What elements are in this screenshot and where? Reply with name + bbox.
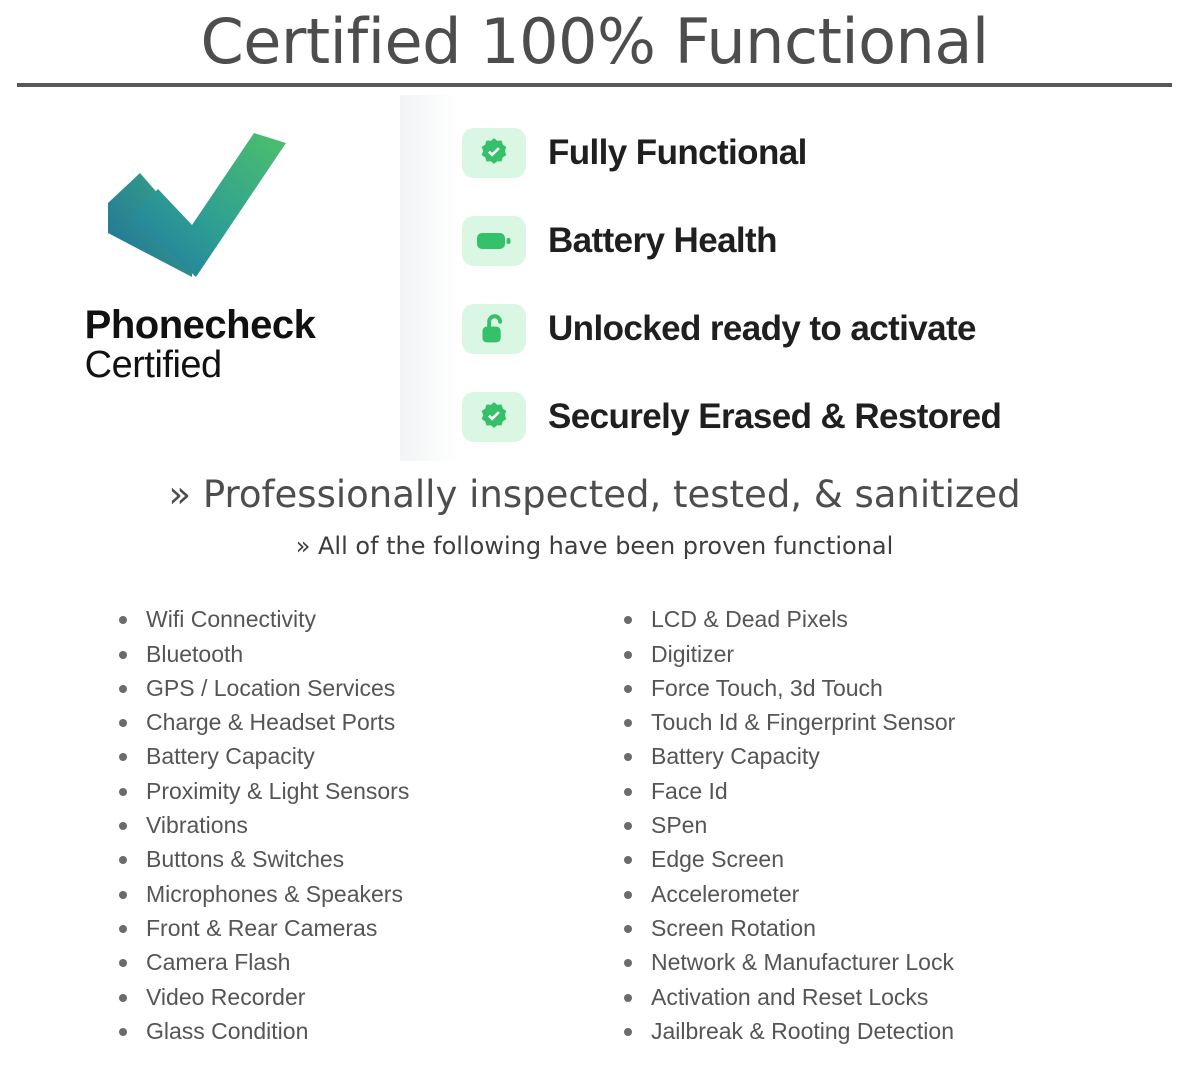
- feature-item: [462, 373, 1189, 461]
- list-item: Network & Manufacturer Lock: [615, 945, 1120, 979]
- list-item: Edge Screen: [615, 842, 1120, 876]
- list-item: Jailbreak & Rooting Detection: [615, 1014, 1120, 1048]
- list-item: Activation and Reset Locks: [615, 980, 1120, 1014]
- unlocked-padlock-icon: [462, 304, 526, 354]
- list-item: LCD & Dead Pixels: [615, 602, 1120, 636]
- checks-column-right: [615, 602, 1120, 1048]
- list-item: Charge & Headset Ports: [110, 705, 615, 739]
- feature-label: Unlocked ready to activate: [548, 309, 976, 349]
- battery-icon: [462, 216, 526, 266]
- feature-label: Securely Erased & Restored: [548, 397, 1002, 437]
- phonecheck-logo: [0, 95, 400, 387]
- list-item: Touch Id & Fingerprint Sensor: [615, 705, 1120, 739]
- checks-column-left: [110, 602, 615, 1048]
- list-item: Battery Capacity: [110, 739, 615, 773]
- list-item: Face Id: [615, 774, 1120, 808]
- feature-item: [462, 109, 1189, 197]
- list-item: Glass Condition: [110, 1014, 615, 1048]
- logo-wordmark: [85, 303, 316, 387]
- functional-checks: [0, 602, 1189, 1048]
- list-item: Proximity & Light Sensors: [110, 774, 615, 808]
- list-item: GPS / Location Services: [110, 671, 615, 705]
- list-item: Battery Capacity: [615, 739, 1120, 773]
- tagline-secondary: » All of the following have been proven functional: [295, 532, 894, 561]
- tagline-primary: » Professionally inspected, tested, & sanitized: [168, 473, 1021, 517]
- feature-list: [400, 95, 1189, 461]
- list-item: Wifi Connectivity: [110, 602, 615, 636]
- list-item: Accelerometer: [615, 877, 1120, 911]
- list-item: Buttons & Switches: [110, 842, 615, 876]
- feature-item: [462, 197, 1189, 285]
- list-item: Front & Rear Cameras: [110, 911, 615, 945]
- feature-label: Fully Functional: [548, 133, 807, 173]
- list-item: SPen: [615, 808, 1120, 842]
- badge-section: [0, 87, 1189, 467]
- page-title: Certified 100% Functional: [200, 5, 989, 78]
- list-item: Digitizer: [615, 637, 1120, 671]
- check-mark-icon: [100, 125, 300, 285]
- logo-brand: Phonecheck: [84, 303, 316, 348]
- list-item: Vibrations: [110, 808, 615, 842]
- list-item: Video Recorder: [110, 980, 615, 1014]
- feature-label: Battery Health: [548, 221, 777, 261]
- list-item: Bluetooth: [110, 637, 615, 671]
- logo-subtitle: Certified: [84, 344, 222, 387]
- verified-badge-icon: [462, 128, 526, 178]
- list-item: Force Touch, 3d Touch: [615, 671, 1120, 705]
- list-item: Camera Flash: [110, 945, 615, 979]
- feature-item: [462, 285, 1189, 373]
- check-circle-icon: [462, 392, 526, 442]
- header: [0, 0, 1189, 87]
- list-item: Screen Rotation: [615, 911, 1120, 945]
- list-item: Microphones & Speakers: [110, 877, 615, 911]
